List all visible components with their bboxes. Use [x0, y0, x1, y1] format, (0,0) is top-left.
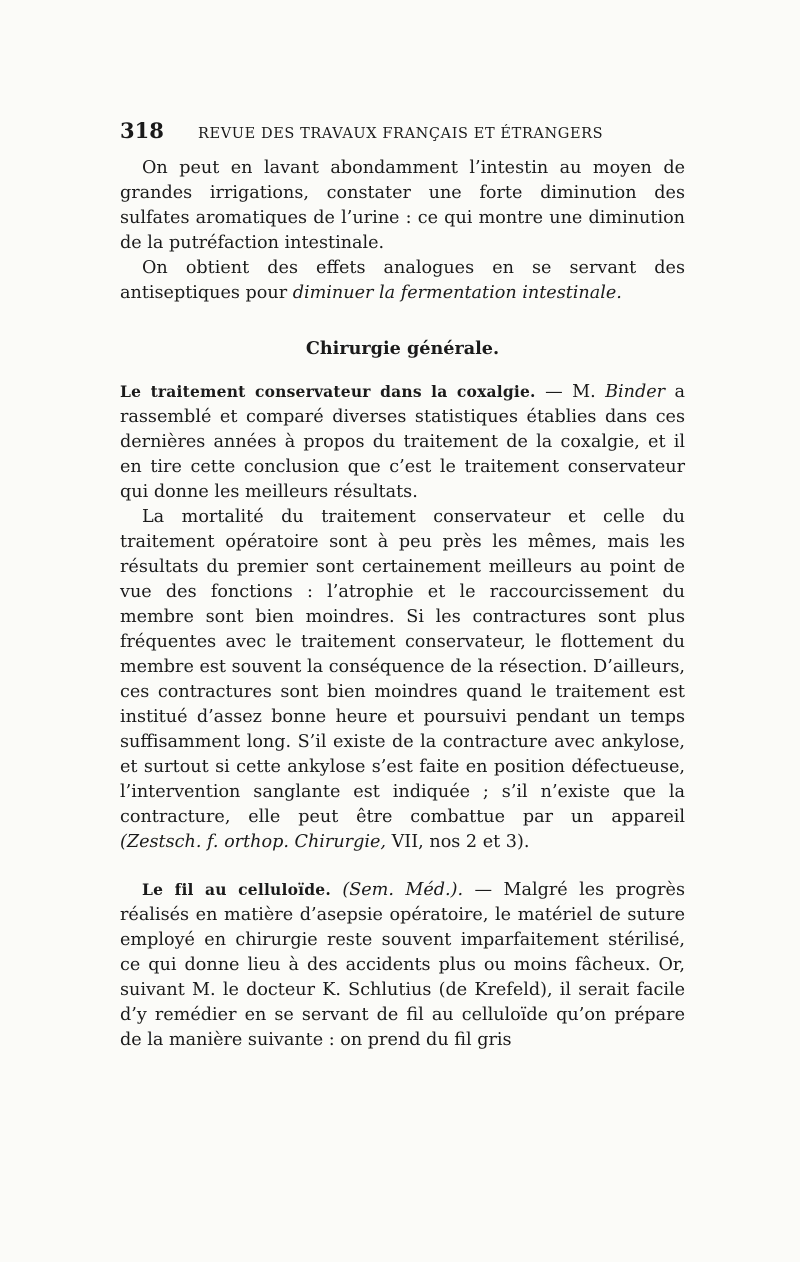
paragraph-intro-1: On peut en lavant abondamment l’intestin au moyen de grandes irrigations, constater une forte diminution des sulfates aromatiques de l’urine : ce qui montre une diminution de la putréfaction intestinale.	[120, 158, 685, 253]
article-coxalgie-reference-rest: VII, nos 2 et 3).	[385, 832, 530, 852]
section-title: Chirurgie générale.	[305, 338, 500, 359]
paragraph-intro-2	[120, 256, 685, 306]
article-coxalgie-reference: (Zestsch. f. orthop. Chirurgie,	[120, 832, 386, 852]
article-coxalgie-paragraph-2	[120, 505, 685, 855]
article-celluloide-heading: Le fil au celluloïde.	[142, 880, 331, 899]
page-number: 318	[120, 118, 164, 143]
article-coxalgie-paragraph-1	[120, 379, 685, 505]
running-head: REVUE DES TRAVAUX FRANÇAIS ET ÉTRANGERS	[198, 126, 604, 142]
paragraph-intro-2-italic: diminuer la fermentation intestinale.	[292, 283, 622, 303]
article-coxalgie-dash: — M.	[535, 382, 606, 402]
page-header	[120, 118, 685, 148]
article-celluloide-paragraph	[120, 877, 685, 1053]
article-coxalgie-p2-text: La mortalité du traitement conservateur et celle du traitement opératoire sont à peu près les mêmes, mais les résultats du premier sont certainement meilleurs au point de vue des fonctions : l’atrophie et le raccourcissement du membre sont bien moindres. Si les contractures sont plus fréquentes avec le traitement conservateur, le flottement du membre est souvent la conséquence de la résection. D’ailleurs, ces contractures sont bien moindres quand le traitement est institué d’assez bonne heure et poursuivi pendant un temps suffisamment long. S’il existe de la contracture avec ankylose, et surtout si cette ankylose s’est faite en position défectueuse, l’intervention sanglante est indiquée ; s’il n’existe que la contracture, elle peut être combattue par un appareil	[120, 507, 685, 827]
paragraph-intro-2-text: On obtient des effets analogues en se servant des antiseptiques pour	[120, 258, 685, 303]
article-coxalgie-author: Binder	[605, 382, 666, 402]
article-coxalgie-p1-text: a rassemblé et comparé diverses statistiques établies dans ces dernières années à propos du traitement de la coxalgie, et il en tire cette conclusion que c’est le traitement conservateur qui donne les meilleurs résultats.	[120, 382, 685, 502]
article-celluloide-text: — Malgré les progrès réalisés en matière d’asepsie opératoire, le matériel de suture employé en chirurgie reste souvent imparfaitement stérilisé, ce qui donne lieu à des accidents plus ou moins fâcheux. Or, suivant M. le docteur K. Schlutius (de Krefeld), il serait facile d’y remédier en se servant de fil au celluloïde qu’on prépare de la manière suivante : on prend du fil gris	[120, 880, 685, 1050]
article-celluloide-source: (Sem. Méd.).	[330, 880, 464, 900]
page	[120, 118, 685, 1053]
article-coxalgie-heading: Le traitement conservateur dans la coxalgie.	[120, 382, 536, 401]
